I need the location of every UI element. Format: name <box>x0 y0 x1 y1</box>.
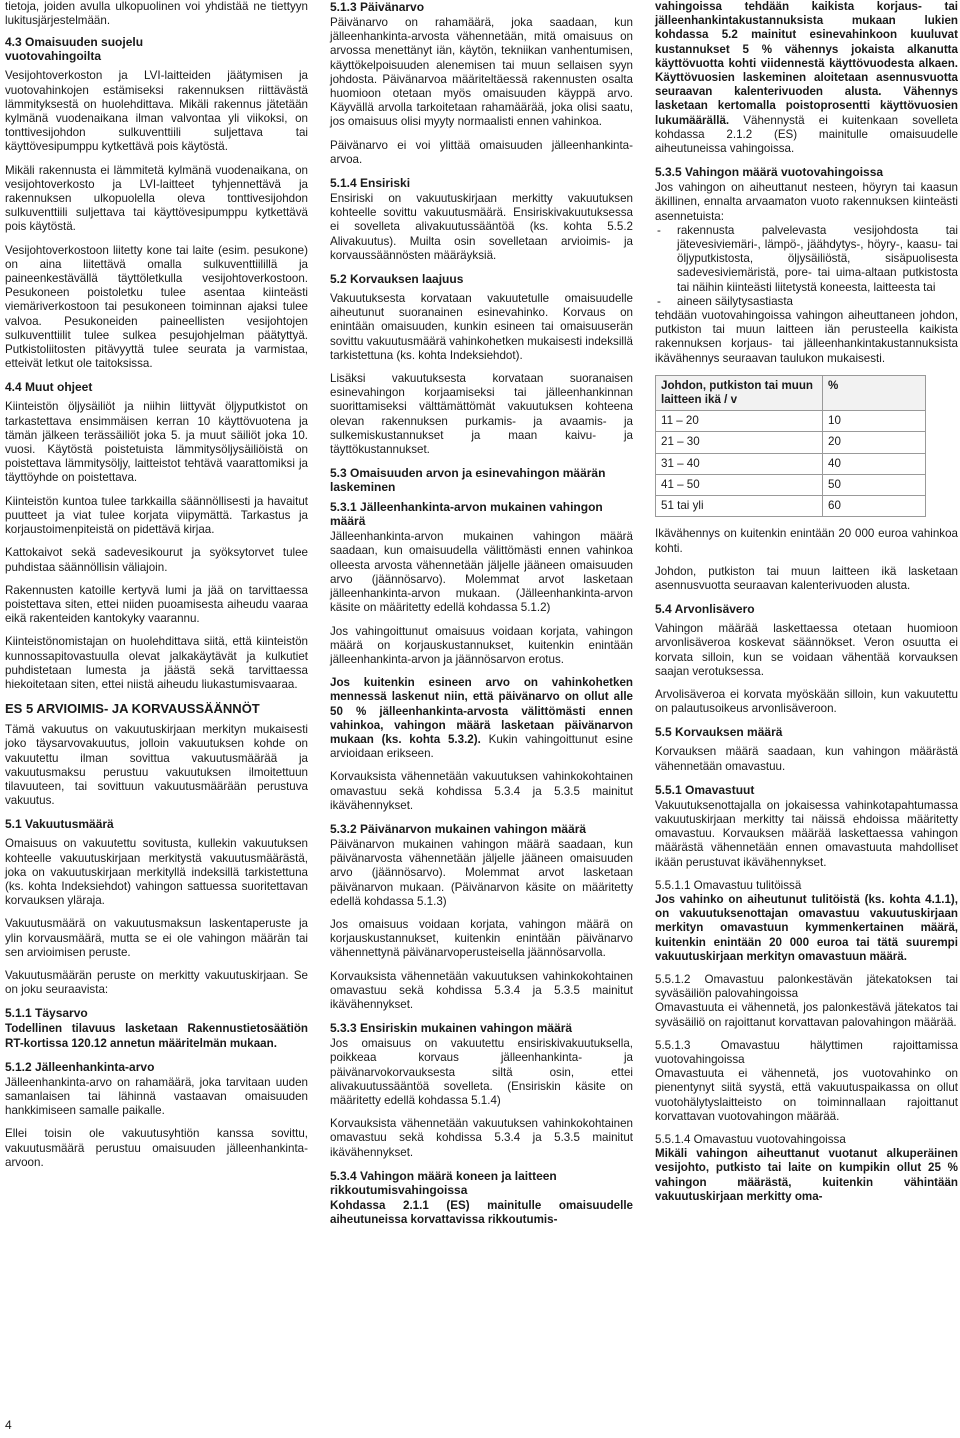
section-heading-5-5-1: 5.5.1 Omavastuut <box>655 782 755 797</box>
table-row <box>656 453 926 474</box>
paragraph: Kiinteistön kuntoa tulee tarkkailla säännöllisesti ja havaitut puutteet ja viat tulee korjata viipymättä. Tarkastus ja korjaustoimenpiteistä on pidettävä kirjaa. <box>5 494 308 537</box>
age-deduction-table <box>655 375 926 517</box>
paragraph: Vahingon määrää laskettaessa otetaan huomioon arvonlisäveroa koskevat säännökset. Veron osuutta ei korvata silloin, kun se voidaan vähentää korvauksen saajan verotuksessa. <box>655 622 958 678</box>
paragraph: Ellei toisin ole vakuutusyhtiön kanssa sovittu, vakuutusmäärä perustuu omaisuuden jälleenhankinta-arvoon. <box>5 1127 308 1169</box>
section-heading-5-3-5: 5.3.5 Vahingon määrä vuotovahingoissa <box>655 165 884 180</box>
section-heading-5-1-2: 5.1.2 Jälleenhankinta-arvo <box>5 1059 155 1074</box>
paragraph: Omavastuuta ei vähennetä, jos vuotovahinko on pienentynyt siitä syystä, että vakuutuspaikassa on ollut vuotohälytyslaitteisto on toiminnallaan rajoittanut korvattavan vuotovahingon määrää. <box>655 1067 958 1123</box>
paragraph: Vakuutusmäärän peruste on merkitty vakuutuskirjaan. Se on joku seuraavista: <box>5 968 308 997</box>
table-row <box>656 474 926 495</box>
list-item: - rakennusta palvelevasta vesijohdosta tai jätevesiviemäri-, lämpö-, jäähdytys-, höyry-, kaasu- tai öljyputkistosta, öljysäiliöstä, sisäpuolisesta sadevesiviemäristä, pore- tai uima-altaan putkistosta tai näihin kiinteästi liitetystä koneesta, laitteesta tai <box>655 224 958 295</box>
table-header-row <box>656 375 926 410</box>
paragraph: Vakuutusmäärä on vakuutusmaksun laskentaperuste ja ylin korvausmäärä, mutta se ei ole vahingon määrän tai sen arvioimisen peruste. <box>5 917 308 959</box>
subsection-heading-5-5-1-3: 5.5.1.3 Omavastuu hälyttimen rajoittamissa vuotovahingoissa <box>655 1038 958 1066</box>
paragraph-mixed <box>330 676 633 761</box>
paragraph-bold: Todellinen tilavuus lasketaan Rakennustietosäätiön RT-kortissa 120.12 annetun määritelmän mukaan. <box>5 1022 308 1050</box>
table-row <box>656 411 926 432</box>
paragraph: Ensiriski on vakuutuskirjaan merkitty vakuutuksen kohteelle sovittu vakuutusmäärä. Ensiriskivakuutuksessa ei sovelleta alivakuutussääntöä (ks. kohta 5.5.2 Alivakuutus). Muilta osin sovelletaan arvioimis- ja korvaussäännösten määräyksiä. <box>330 192 633 262</box>
paragraph: Jos omaisuus voidaan korjata, vahingon määrä on korjauskustannukset, kuitenkin enintään päivänarvo vähennettynä päivänarvoperusteisella jäännösarvolla. <box>330 917 633 960</box>
normal-text: Kukin vahingoittunut esine arvioidaan erikseen. <box>330 732 634 761</box>
paragraph: Ikävähennys on kuitenkin enintään 20 000 euroa vahinkoa kohti. <box>655 527 958 555</box>
subsection-heading-5-5-1-4: 5.5.1.4 Omavastuu vuotovahingoissa <box>655 1133 846 1146</box>
paragraph-mixed <box>655 0 958 156</box>
paragraph: Jos omaisuus on vakuutettu ensiriskivakuutuksella, poikkeaa korvaus jälleenhankinta- ja päivänarvokorvauksesta siltä osin, ettei alivakuutussääntöä sovelleta. (Ensiriskin käsite on määritetty edellä kohdassa 5.1.4) <box>330 1037 633 1107</box>
section-heading-5-3-3: 5.3.3 Ensiriskin mukainen vahingon määrä <box>330 1021 573 1036</box>
paragraph: tietoja, joiden avulla ulkopuolinen voi yhdistää ne tiettyyn lukitusjärjestelmään. <box>5 0 308 28</box>
section-heading-5-1-4: 5.1.4 Ensiriski <box>330 176 411 191</box>
section-heading-5-4: 5.4 Arvonlisävero <box>655 602 755 617</box>
paragraph: Omavastuuta ei vähennetä, jos palonkestävä jätekatos tai syväsäiliö on rajoittanut korvattavan palovahingon määrää. <box>655 1001 958 1029</box>
section-heading-5-1-3: 5.1.3 Päivänarvo <box>330 0 425 14</box>
table-cell: 11 – 20 <box>656 411 823 432</box>
section-heading-5-1-1: 5.1.1 Täysarvo <box>5 1006 88 1021</box>
table-cell: 20 <box>823 432 926 453</box>
paragraph: Vakuutuksenottajalla on jokaisessa vahinkotapahtumassa vakuutuskirjaan merkitty tai näissä ehdoissa määritetty omavastuu. Korvauksen määrää laskettaessa vahingon määrästä vähennetään ennen omavastuuta mahdolliset ikään perustuvat ikävähennykset. <box>655 798 958 869</box>
section-heading-5-3-2: 5.3.2 Päivänarvon mukainen vahingon määrä <box>330 821 587 836</box>
table-header-age: Johdon, putkiston tai muun laitteen ikä / v <box>656 375 823 410</box>
paragraph: Korvauksista vähennetään vakuutuksen vahinkokohtainen omavastuu sekä kohdissa 5.3.4 ja 5.3.5 mainitut ikävähennykset. <box>330 770 633 812</box>
chapter-heading-es5: ES 5 ARVIOIMIS- JA KORVAUSSÄÄNNÖT <box>5 701 260 717</box>
section-heading-5-3: 5.3 Omaisuuden arvon ja esinevahingon määrän laskeminen <box>330 466 606 495</box>
section-heading-5-3-1: 5.3.1 Jälleenhankinta-arvon mukainen vahingon määrä <box>330 500 603 529</box>
section-heading-5-1: 5.1 Vakuutusmäärä <box>5 817 114 832</box>
column-right <box>655 0 958 1213</box>
section-heading-5-5: 5.5 Korvauksen määrä <box>655 725 783 740</box>
paragraph: Rakennusten katoille kertyvä lumi ja jää on tarvittaessa poistettava siten, ettei niiden puoamisesta aiheudu vaaraa eikä rakenteiden kantokyky vaarannu. <box>5 583 308 626</box>
section-heading-4-3: 4.3 Omaisuuden suojelu vuotovahingoilta <box>5 35 144 64</box>
list-item: - aineen säilytysastiasta <box>655 295 958 309</box>
paragraph: Lisäksi vakuutuksesta korvataan suoranaisen esinevahingon korjaamiseksi tai jälleenhankinnan suorittamiseksi välttämättömät vakuutuksen kohteena olevan rakennuksen purkamis- ja avaamis- ja sulkemiskustannukset ja maan kaivu- ja täyttökustannukset. <box>330 372 633 457</box>
table-cell: 51 tai yli <box>656 496 823 517</box>
paragraph: Päivänarvo on rahamäärä, joka saadaan, kun jälleenhankinta-arvosta vähennetään, mitä omaisuus on arvossa menettänyt iän, käytön, tekniikan vanhentumisen, käyttökelpoisuuden alenemisen tai muun sellaisen syyn johdosta. Päivänarvoa määriteltäessä rakennusten osalta huomioon otetaan myös omaisuuden käyppä arvo. Käyvällä arvolla tarkoitetaan rahamäärää, joka olisi saatu, jos omaisuus olisi myyty normaalisti ennen vahinkoa. <box>330 16 633 129</box>
column-left <box>5 0 308 1179</box>
table-row <box>656 496 926 517</box>
bold-text: vahingoissa tehdään kaikista korjaus- tai jälleenhankintakustannuksista mukaan lukien kohdassa 5.2 mainitut esinevahinkoon kuuluvat kustannukset 5 % vähennys jokaista alkanutta käyttövuotta kohti viidennestä käyttövuodesta alkaen. Käyttövuosien laskeminen aloitetaan asennusvuotta seuraavan kalenterivuoden alusta. Vähennys lasketaan kertomalla poistoprosentti käyttövuosien lukumäärällä. <box>655 0 958 127</box>
paragraph: Korvauksista vähennetään vakuutuksen vahinkokohtainen omavastuu sekä kohdissa 5.3.4 ja 5.3.5 mainitut ikävähennykset. <box>330 1117 633 1159</box>
page-number: 4 <box>5 1418 12 1432</box>
paragraph: Vakuutuksesta korvataan vakuutetulle omaisuudelle aiheutunut suoranainen esinevahinko. Korvaus on enintään omaisuuden, kunkin esineen tai omaisuuserän sovittu vakuutusmäärä vahinkohetken mukaisesti indeksillä tarkistettuna (ks. kohta Indeksiehdot). <box>330 292 633 362</box>
paragraph: Päivänarvo ei voi ylittää omaisuuden jälleenhankinta-arvoa. <box>330 138 633 166</box>
table-cell: 60 <box>823 496 926 517</box>
table-cell: 41 – 50 <box>656 474 823 495</box>
paragraph: Päivänarvon mukainen vahingon määrä saadaan, kun päivänarvosta vähennetään jäljelle jääneen omaisuuden arvo (jäännösarvo). Molemmat arvot lasketaan päivänarvon mukaan. (Päivänarvon käsite on määritetty edellä kohdassa 5.1.3) <box>330 837 633 908</box>
paragraph: Korvauksen määrä saadaan, kun vahingon määrästä vähennetään omavastuu. <box>655 745 958 773</box>
paragraph: Kiinteistön öljysäiliöt ja niihin liittyvät öljyputkistot on tarkastettava ensimmäisen kerran 10 käyttövuotena ja tämän jälkeen terässäiliöt joka 5. ja muut säiliöt joka 10. vuosi. Käytöstä poistetuista lämmitysöljysäiliöistä on poistettava lämmitysöljy, laitteistot tehtävä vaarattomiksi ja täyttöyhde on poistettava. <box>5 400 308 485</box>
table-cell: 31 – 40 <box>656 453 823 474</box>
table-cell: 21 – 30 <box>656 432 823 453</box>
paragraph: Vesijohtoverkostoon liitetty kone tai laite (esim. pesukone) on aina liitettävä omalla sulkuventtiilillä ja paineenkestävällä täyttöletkulla vesijohtoverkostoon. Pesukoneen poistoletku tulee asentaa kiinteästi viemäriverkostoon tai pesukoneen toiminnan ajaksi tulee valvoa. Pesukoneiden paineellisten vesijohtojen sulkuventtiilit tulee sulkea pesujohjelman päätyttyä. Putkistoliitosten pitävyyttä tulee seurata ja varmistaa, etteivät letkut ole taitoksissa. <box>5 243 308 371</box>
paragraph: Korvauksista vähennetään vakuutuksen vahinkokohtainen omavastuu sekä kohdissa 5.3.4 ja 5.3.5 mainitut ikävähennykset. <box>330 969 633 1011</box>
paragraph: Johdon, putkiston tai muun laitteen ikä lasketaan asennusvuotta seuraavan kalenterivuoden alusta. <box>655 564 958 592</box>
paragraph: Tämä vakuutus on vakuutuskirjaan merkityn mukaisesti joko täysarvovakuutus, jolloin vakuutuksen kohde on vakuutettu ilman sovittua vakuutusmäärää ja vakuutusmaksu perustuu vakuutuksen ilmoitettuun tilavuuteen, tai sovittuun vakuutusmäärään perustuva vakuutus. <box>5 723 308 808</box>
dash-list <box>655 224 958 309</box>
table-cell: 40 <box>823 453 926 474</box>
section-heading-5-2: 5.2 Korvauksen laajuus <box>330 272 464 287</box>
table-row <box>656 432 926 453</box>
paragraph: Jos vahingon on aiheuttanut nesteen, höyryn tai kaasun äkillinen, ennalta arvaamaton vuoto rakennuksen kiinteästi asennetuista: <box>655 181 958 223</box>
paragraph: Jälleenhankinta-arvon mukainen vahingon määrä saadaan, kun omaisuudella välittömästi ennen vahinkoa olleesta arvosta vähennetään jäljelle jääneen omaisuuden arvo (jäännösarvo). Molemmat arvot lasketaan jälleenhankinta-arvon mukaan. (Jälleenhankinta-arvon käsite on määritetty edellä kohdassa 5.1.2) <box>330 530 633 615</box>
section-heading-4-4: 4.4 Muut ohjeet <box>5 380 93 395</box>
paragraph-bold: Kohdassa 2.1.1 (ES) mainitulle omaisuudelle aiheutuneissa korvattavissa rikkoutumis- <box>330 1198 633 1226</box>
paragraph: Mikäli rakennusta ei lämmitetä kylmänä vuodenaikana, on vesijohtoverkosto ja LVI-laitteet tyhjennettävä ja rakennuksen ulkopuolella oleva tonttivesijohdon sulkuventtiili suljettava tai käyttövesipumppu kytkettävä pois käytöstä. <box>5 163 308 234</box>
table-cell: 10 <box>823 411 926 432</box>
paragraph: Jälleenhankinta-arvo on rahamäärä, joka tarvitaan uuden samanlaisen tai lähinnä vastaavan omaisuuden hankkimiseen samalle paikalle. <box>5 1075 308 1118</box>
paragraph-bold: Mikäli vahingon aiheuttanut vuotanut alkuperäinen vesijohto, putkisto tai laite on kumpikin ollut 25 % vahingon määrästä, kuitenkin vähintään vakuutuskirjaan merkitty oma- <box>655 1147 958 1203</box>
table-header-percent: % <box>823 375 926 410</box>
table-cell: 50 <box>823 474 926 495</box>
bold-text: Jos kuitenkin esineen arvo on vahinkohetken mennessä laskenut niin, että päivänarvo on ollut alle 50 % jälleenhankinta-arvosta välittömästi ennen vahinkoa, vahingon määrä lasketaan päivänarvon mukaan (ks. kohta 5.3.2). <box>330 676 633 746</box>
column-middle <box>330 0 633 1236</box>
paragraph: Vesijohtoverkoston ja LVI-laitteiden jäätymisen ja vuotovahinkojen estämiseksi rakennuksen riittävästä lämmityksestä on huolehdittava. Mikäli rakennus jätetään kylmänä vuodenaikana ilman valvontaa yli viikoksi, on tonttivesijohdon sulkuventtiili suljettava tai käyttövesipumppu kytkettävä pois käytöstä. <box>5 69 308 154</box>
paragraph: Omaisuus on vakuutettu sovitusta, kullekin vakuutuksen kohteelle vakuutuskirjaan merkitystä vakuutusmäärästä, joka on vakuutuskirjaan merkityllä indeksillä tarkistettuna (ks. kohta Indeksiehdot) vahingon sattuessa suoritettavan korvauksen yläraja. <box>5 837 308 908</box>
paragraph: Kattokaivot sekä sadevesikourut ja syöksytorvet tulee puhdistaa säännöllisin väliajoin. <box>5 546 308 574</box>
paragraph-bold: Jos vahinko on aiheutunut tulitöistä (ks. kohta 4.1.1), on vakuutuksenottajan omavastuu vakuutuskirjaan merkityn omavastuun kymmenkertainen määrä, kuitenkin enintään 20 000 euroa tai tätä suurempi vakuutuskirjaan merkityn omavastuun määrä. <box>655 892 958 963</box>
subsection-heading-5-5-1-2: 5.5.1.2 Omavastuu palonkestävän jätekatoksen tai syväsäiliön palovahingoissa <box>655 972 958 1001</box>
paragraph: Jos vahingoittunut omaisuus voidaan korjata, vahingon määrä on korjauskustannukset, kuitenkin enintään jälleenhankinta-arvon ja jäännösarvon erotus. <box>330 624 633 666</box>
paragraph: tehdään vuotovahingoissa vahingon aiheuttaneen johdon, putkiston tai muun laitteen iän perusteella kaikista rakennuksen korjaus- tai jälleenhankintakustannuksista ikävähennys seuraavan taulukon mukaisesti. <box>655 309 958 365</box>
subsection-heading-5-5-1-1: 5.5.1.1 Omavastuu tulitöissä <box>655 878 802 892</box>
section-heading-5-3-4: 5.3.4 Vahingon määrä koneen ja laitteen rikkoutumisvahingoissa <box>330 1168 557 1197</box>
paragraph: Kiinteistönomistajan on huolehdittava siitä, että kiinteistön kunnossapitovastuulla olevat jalkakäytävät ja kulkutiet puhdistetaan lumesta ja jäästä sekä tarvittaessa hiekoitetaan siten, ettei niistä aiheudu liukastumisvaaraa. <box>5 635 308 691</box>
paragraph: Arvolisäveroa ei korvata myöskään silloin, kun vakuutettu on palautusoikeus arvonlisäveroon. <box>655 687 958 716</box>
normal-text: Vähennystä ei kuitenkaan sovelleta kohdassa 2.1.2 (ES) mainitulle omaisuudelle aiheutuneissa vahingoissa. <box>655 113 958 156</box>
